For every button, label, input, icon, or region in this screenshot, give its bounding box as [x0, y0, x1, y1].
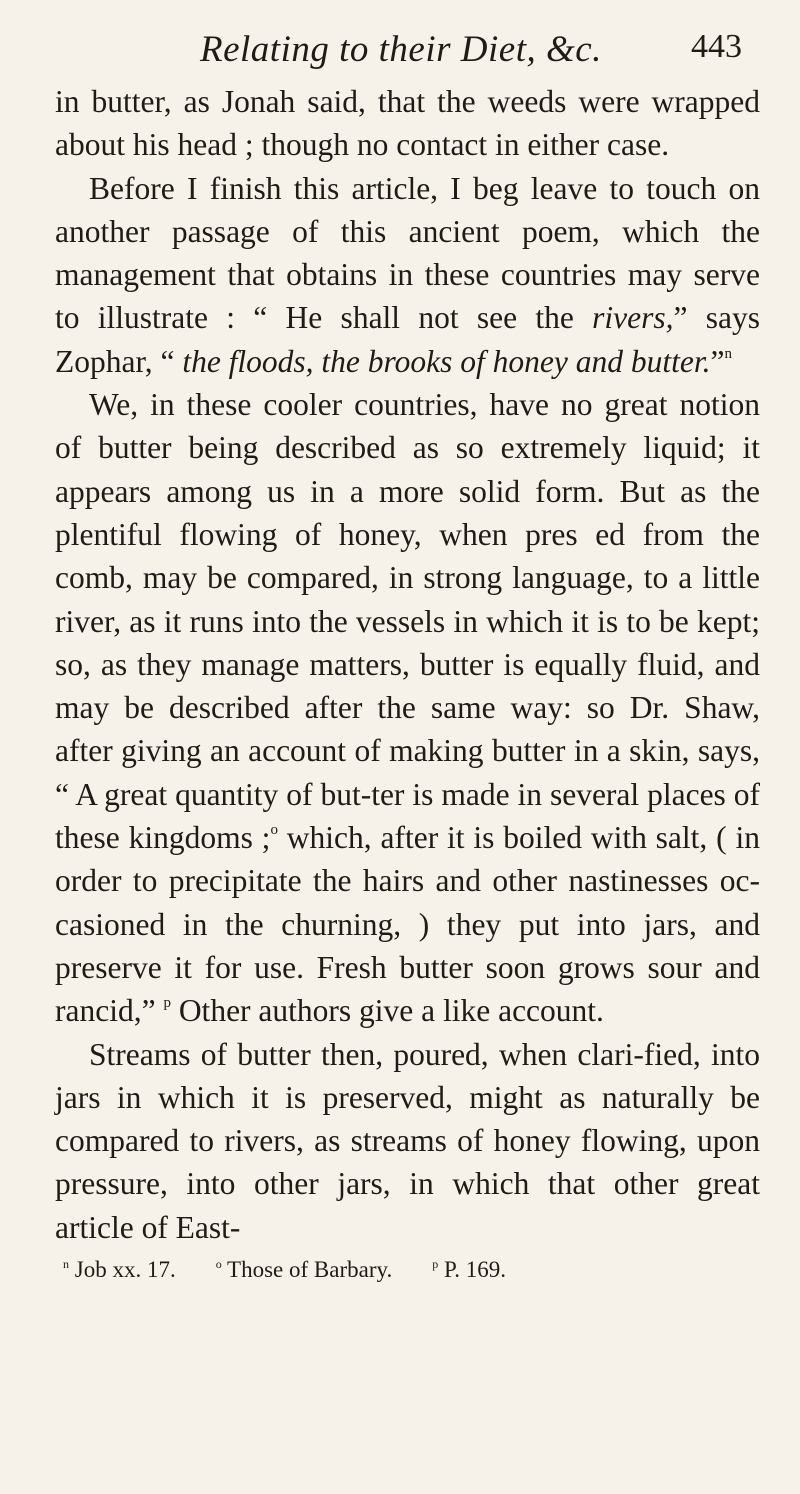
- body-text: [55, 80, 760, 1249]
- footnote-p: $^p$ P. 169.: [432, 1257, 506, 1283]
- running-head: [55, 22, 760, 80]
- footnote-n: $^n$ Job xx. 17.: [63, 1257, 176, 1283]
- footnote-ref-p: p: [163, 995, 171, 1012]
- paragraph-cooler-countries: We, in these cooler countries, have no great notion of butter being described as so extremely liquid; it appears among us in a more solid form. But as the plentiful flowing of honey, when pres ed from the comb, may be compared, in strong language, to a little river, as it runs into the vessels in which it is to be kept; so, as they manage matters, butter is equally fluid, and may be described after the same way: so Dr. Shaw, after giving an account of making butter in a skin, says, “ A great quantity of but-ter is made in several places of these kingdoms ;$^o$ which, after it is boiled with salt, ( in order to precipitate the hairs and other nastinesses oc-casioned in the churning, ) they put into jars, and preserve it for use. Fresh butter soon grows sour and rancid,” $^p$ Other authors give a like account.: [55, 387, 760, 1029]
- italic-floods-quote: the floods, the brooks of honey and butter.: [182, 343, 711, 379]
- italic-rivers: rivers,: [592, 300, 674, 336]
- footnotes: [55, 1255, 760, 1285]
- page-number: 443: [691, 28, 742, 65]
- paragraph-continuation: in butter, as Jonah said, that the weeds were wrapped about his head ; though no contact in either case.: [55, 84, 760, 163]
- footnote-o: $^o$ Those of Barbary.: [215, 1257, 393, 1283]
- paragraph-streams-of-butter: Streams of butter then, poured, when clari-fied, into jars in which it is preserved, might as naturally be compared to rivers, as streams of honey flowing, upon pressure, into other jars, in which that other great article of East-: [55, 1036, 760, 1245]
- paragraph-zophar: Before I finish this article, I beg leave to touch on another passage of this ancient poem, which the management that obtains in these countries may serve to illustrate : “ He shall not see the rivers,” says Zophar, “ the floods, the brooks of honey and butter.”$^n$: [55, 170, 760, 379]
- footnote-ref-n: n: [724, 345, 732, 362]
- running-title: Relating to their Diet, &c.: [200, 29, 602, 70]
- footnote-ref-o: o: [270, 822, 278, 839]
